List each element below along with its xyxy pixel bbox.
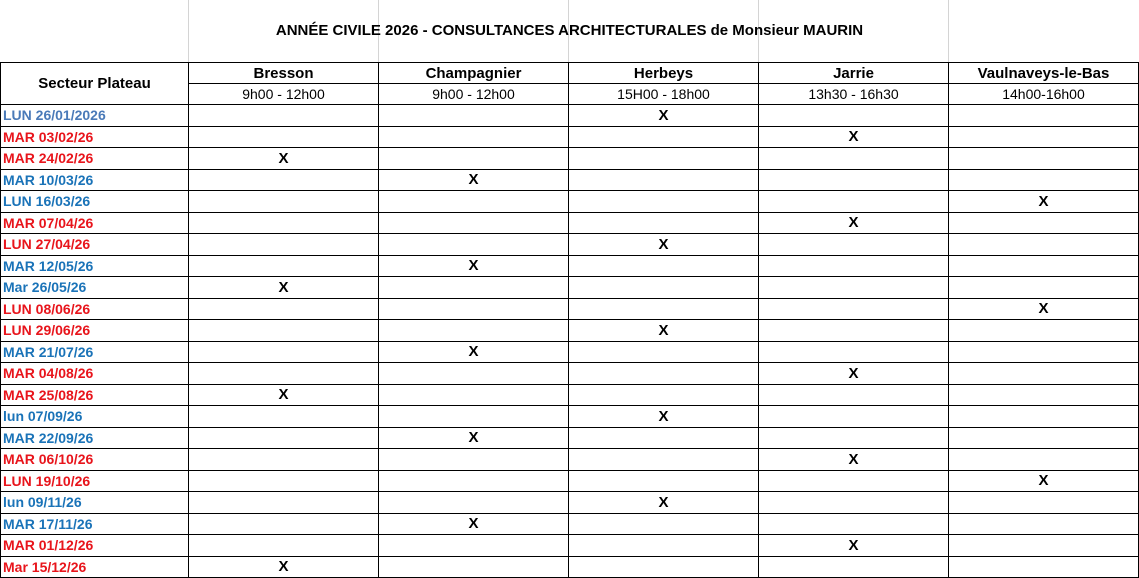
date-cell[interactable]: MAR 25/08/26 [1, 384, 189, 406]
date-cell[interactable]: MAR 21/07/26 [1, 341, 189, 363]
empty-cell[interactable] [759, 255, 949, 277]
empty-cell[interactable] [949, 341, 1139, 363]
table-row [1, 320, 1139, 342]
empty-cell[interactable] [949, 406, 1139, 428]
empty-cell[interactable] [379, 384, 569, 406]
empty-cell[interactable] [949, 105, 1139, 127]
consultation-mark[interactable]: X [379, 427, 569, 449]
consultation-mark[interactable]: X [189, 384, 379, 406]
empty-cell[interactable] [189, 212, 379, 234]
empty-cell[interactable] [189, 449, 379, 471]
empty-cell[interactable] [759, 406, 949, 428]
date-cell[interactable]: MAR 01/12/26 [1, 535, 189, 557]
empty-cell[interactable] [189, 234, 379, 256]
date-cell[interactable]: MAR 10/03/26 [1, 169, 189, 191]
empty-cell[interactable] [379, 105, 569, 127]
date-cell[interactable]: LUN 08/06/26 [1, 298, 189, 320]
commune-header-jarrie[interactable]: Jarrie [759, 63, 949, 84]
empty-cell[interactable] [379, 212, 569, 234]
empty-cell[interactable] [949, 126, 1139, 148]
date-cell[interactable]: MAR 12/05/26 [1, 255, 189, 277]
empty-cell[interactable] [189, 427, 379, 449]
empty-cell[interactable] [379, 191, 569, 213]
empty-cell[interactable] [759, 298, 949, 320]
empty-cell[interactable] [759, 513, 949, 535]
empty-cell[interactable] [379, 449, 569, 471]
empty-cell[interactable] [569, 169, 759, 191]
table-row [1, 341, 1139, 363]
date-cell[interactable]: MAR 07/04/26 [1, 212, 189, 234]
consultation-mark[interactable]: X [759, 449, 949, 471]
table-row [1, 449, 1139, 471]
date-cell[interactable]: MAR 22/09/26 [1, 427, 189, 449]
consultation-mark[interactable]: X [569, 406, 759, 428]
schedule-rows [1, 105, 1139, 578]
empty-cell[interactable] [569, 148, 759, 170]
empty-cell[interactable] [759, 556, 949, 578]
empty-cell[interactable] [569, 363, 759, 385]
empty-cell[interactable] [189, 492, 379, 514]
table-row [1, 470, 1139, 492]
schedule-table [0, 62, 1139, 578]
empty-cell[interactable] [949, 513, 1139, 535]
hours-champagnier[interactable]: 9h00 - 12h00 [379, 84, 569, 105]
empty-cell[interactable] [759, 341, 949, 363]
page-title: ANNÉE CIVILE 2026 - CONSULTANCES ARCHITECTURALES de Monsieur MAURIN [275, 22, 864, 39]
empty-cell[interactable] [189, 255, 379, 277]
date-cell[interactable]: Mar 26/05/26 [1, 277, 189, 299]
empty-cell[interactable] [949, 277, 1139, 299]
consultation-mark[interactable]: X [759, 212, 949, 234]
empty-cell[interactable] [759, 384, 949, 406]
empty-cell[interactable] [949, 535, 1139, 557]
table-row [1, 148, 1139, 170]
empty-cell[interactable] [379, 556, 569, 578]
table-row [1, 298, 1139, 320]
consultation-mark[interactable]: X [949, 298, 1139, 320]
table-row [1, 492, 1139, 514]
hours-jarrie[interactable]: 13h30 - 16h30 [759, 84, 949, 105]
table-row [1, 513, 1139, 535]
consultation-mark[interactable]: X [759, 126, 949, 148]
date-cell[interactable]: LUN 16/03/26 [1, 191, 189, 213]
commune-header-champagnier[interactable]: Champagnier [379, 63, 569, 84]
empty-cell[interactable] [569, 470, 759, 492]
empty-cell[interactable] [569, 535, 759, 557]
hours-bresson[interactable]: 9h00 - 12h00 [189, 84, 379, 105]
empty-cell[interactable] [189, 341, 379, 363]
empty-cell[interactable] [569, 191, 759, 213]
empty-cell[interactable] [379, 148, 569, 170]
date-cell[interactable]: LUN 19/10/26 [1, 470, 189, 492]
secteur-header[interactable]: Secteur Plateau [1, 63, 189, 105]
date-cell[interactable]: lun 09/11/26 [1, 492, 189, 514]
consultation-mark[interactable]: X [949, 470, 1139, 492]
empty-cell[interactable] [189, 191, 379, 213]
empty-cell[interactable] [949, 556, 1139, 578]
date-cell[interactable]: LUN 29/06/26 [1, 320, 189, 342]
hours-herbeys[interactable]: 15H00 - 18h00 [569, 84, 759, 105]
empty-cell[interactable] [949, 492, 1139, 514]
empty-cell[interactable] [189, 126, 379, 148]
empty-cell[interactable] [379, 234, 569, 256]
empty-cell[interactable] [759, 148, 949, 170]
empty-cell[interactable] [379, 277, 569, 299]
empty-cell[interactable] [189, 169, 379, 191]
commune-header-vaulnaveys[interactable]: Vaulnaveys-le-Bas [949, 63, 1139, 84]
table-row [1, 255, 1139, 277]
empty-cell[interactable] [759, 105, 949, 127]
empty-cell[interactable] [379, 363, 569, 385]
empty-cell[interactable] [949, 212, 1139, 234]
consultation-mark[interactable]: X [379, 255, 569, 277]
empty-cell[interactable] [949, 169, 1139, 191]
empty-cell[interactable] [189, 105, 379, 127]
empty-cell[interactable] [949, 384, 1139, 406]
empty-cell[interactable] [569, 556, 759, 578]
empty-cell[interactable] [569, 212, 759, 234]
consultation-mark[interactable]: X [759, 363, 949, 385]
date-cell[interactable]: MAR 06/10/26 [1, 449, 189, 471]
empty-cell[interactable] [949, 234, 1139, 256]
consultation-mark[interactable]: X [379, 169, 569, 191]
empty-cell[interactable] [189, 298, 379, 320]
consultation-mark[interactable]: X [759, 535, 949, 557]
empty-cell[interactable] [189, 363, 379, 385]
empty-cell[interactable] [569, 126, 759, 148]
empty-cell[interactable] [569, 449, 759, 471]
empty-cell[interactable] [189, 320, 379, 342]
consultation-mark[interactable]: X [569, 105, 759, 127]
empty-cell[interactable] [379, 406, 569, 428]
empty-cell[interactable] [759, 234, 949, 256]
consultation-mark[interactable]: X [189, 148, 379, 170]
empty-cell[interactable] [379, 126, 569, 148]
empty-cell[interactable] [759, 191, 949, 213]
empty-cell[interactable] [379, 492, 569, 514]
consultation-mark[interactable]: X [569, 320, 759, 342]
empty-cell[interactable] [569, 384, 759, 406]
hours-vaulnaveys[interactable]: 14h00-16h00 [949, 84, 1139, 105]
empty-cell[interactable] [759, 277, 949, 299]
table-row [1, 105, 1139, 127]
table-row [1, 427, 1139, 449]
empty-cell[interactable] [379, 470, 569, 492]
empty-cell[interactable] [759, 169, 949, 191]
empty-cell[interactable] [379, 535, 569, 557]
empty-cell[interactable] [379, 320, 569, 342]
table-row [1, 277, 1139, 299]
empty-cell[interactable] [569, 427, 759, 449]
empty-cell[interactable] [569, 513, 759, 535]
consultation-mark[interactable]: X [949, 191, 1139, 213]
consultation-mark[interactable]: X [379, 513, 569, 535]
empty-cell[interactable] [949, 363, 1139, 385]
table-row [1, 234, 1139, 256]
empty-cell[interactable] [569, 277, 759, 299]
date-cell[interactable]: MAR 03/02/26 [1, 126, 189, 148]
table-row [1, 169, 1139, 191]
table-row [1, 556, 1139, 578]
empty-cell[interactable] [379, 298, 569, 320]
date-cell[interactable]: MAR 04/08/26 [1, 363, 189, 385]
empty-cell[interactable] [949, 427, 1139, 449]
consultation-mark[interactable]: X [569, 234, 759, 256]
empty-cell[interactable] [189, 513, 379, 535]
table-row [1, 535, 1139, 557]
date-cell[interactable]: LUN 27/04/26 [1, 234, 189, 256]
empty-cell[interactable] [189, 406, 379, 428]
empty-cell[interactable] [569, 341, 759, 363]
date-cell[interactable]: MAR 17/11/26 [1, 513, 189, 535]
table-row [1, 212, 1139, 234]
empty-cell[interactable] [759, 320, 949, 342]
table-row [1, 406, 1139, 428]
empty-cell[interactable] [759, 427, 949, 449]
empty-cell[interactable] [189, 535, 379, 557]
date-cell[interactable]: Mar 15/12/26 [1, 556, 189, 578]
table-row [1, 126, 1139, 148]
commune-header-bresson[interactable]: Bresson [189, 63, 379, 84]
consultation-mark[interactable]: X [569, 492, 759, 514]
empty-cell[interactable] [569, 298, 759, 320]
empty-cell[interactable] [949, 255, 1139, 277]
empty-cell[interactable] [189, 470, 379, 492]
empty-cell[interactable] [949, 320, 1139, 342]
table-row [1, 384, 1139, 406]
consultation-mark[interactable]: X [189, 556, 379, 578]
empty-cell[interactable] [759, 492, 949, 514]
empty-cell[interactable] [949, 449, 1139, 471]
consultation-mark[interactable]: X [189, 277, 379, 299]
date-cell[interactable]: LUN 26/01/2026 [1, 105, 189, 127]
empty-cell[interactable] [949, 148, 1139, 170]
date-cell[interactable]: MAR 24/02/26 [1, 148, 189, 170]
empty-cell[interactable] [569, 255, 759, 277]
empty-cell[interactable] [759, 470, 949, 492]
table-row [1, 363, 1139, 385]
table-row [1, 191, 1139, 213]
date-cell[interactable]: lun 07/09/26 [1, 406, 189, 428]
consultation-mark[interactable]: X [379, 341, 569, 363]
commune-header-herbeys[interactable]: Herbeys [569, 63, 759, 84]
